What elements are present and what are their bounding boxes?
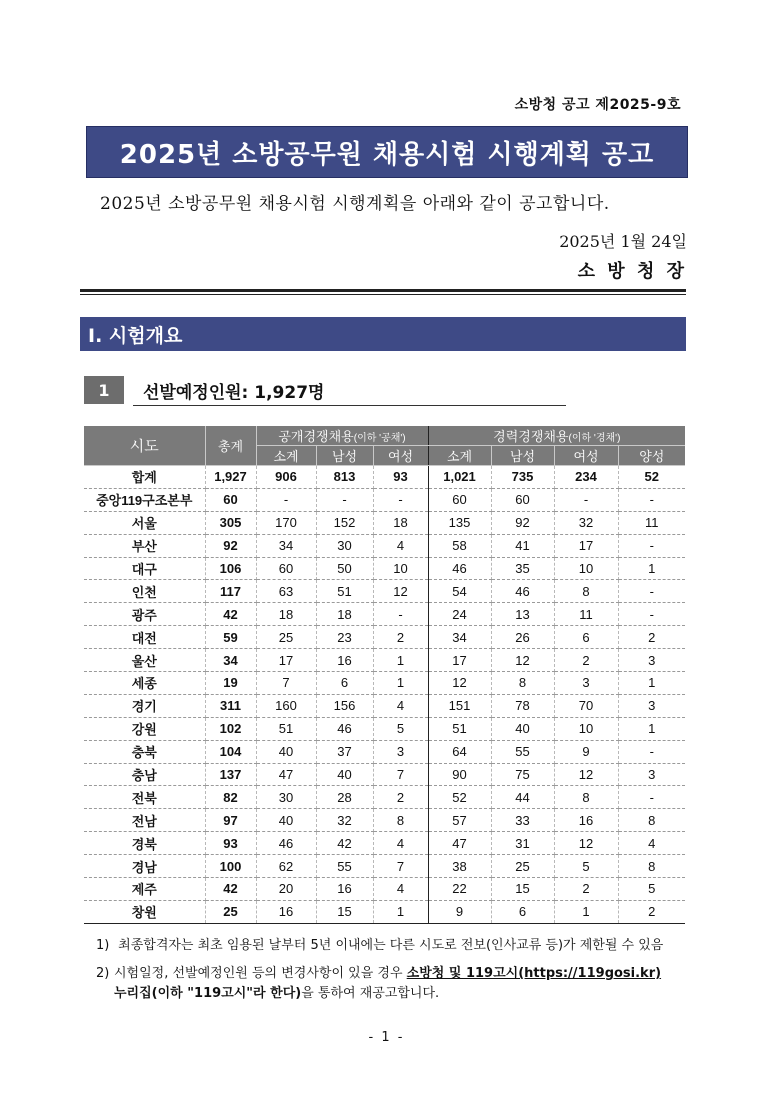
section-heading: Ⅰ. 시험개요 — [80, 317, 686, 351]
total-cell: 92 — [205, 534, 256, 557]
region-cell: 대구 — [84, 557, 205, 580]
count-cell: 51 — [256, 717, 316, 740]
total-cell: 25 — [205, 900, 256, 923]
table-row — [84, 649, 685, 672]
count-cell: 8 — [554, 786, 618, 809]
count-cell: 55 — [316, 855, 373, 878]
region-cell: 창원 — [84, 900, 205, 923]
count-cell: - — [554, 488, 618, 511]
count-cell: - — [618, 534, 685, 557]
note-2 — [96, 964, 706, 1004]
count-cell: 16 — [316, 878, 373, 901]
count-cell: 46 — [428, 557, 491, 580]
count-cell: 23 — [316, 626, 373, 649]
count-cell: 16 — [256, 900, 316, 923]
header-total: 총계 — [205, 426, 256, 466]
subsection-number: 1 — [84, 376, 124, 404]
count-cell: 18 — [316, 603, 373, 626]
header-open-group: 공개경쟁채용(이하 '공채') — [256, 426, 428, 446]
total-cell: 93 — [205, 832, 256, 855]
count-cell: 11 — [618, 511, 685, 534]
count-cell: 64 — [428, 740, 491, 763]
count-cell: 46 — [316, 717, 373, 740]
count-cell: - — [618, 603, 685, 626]
total-cell: 82 — [205, 786, 256, 809]
page-number: - 1 - — [368, 1030, 405, 1045]
count-cell: 54 — [428, 580, 491, 603]
total-cell: 117 — [205, 580, 256, 603]
count-cell: 8 — [554, 580, 618, 603]
region-cell: 울산 — [84, 649, 205, 672]
count-cell: 3 — [618, 763, 685, 786]
count-cell: 31 — [491, 832, 554, 855]
count-cell: 46 — [491, 580, 554, 603]
count-cell: 12 — [373, 580, 428, 603]
count-cell: 3 — [618, 649, 685, 672]
count-cell: 44 — [491, 786, 554, 809]
note-1-number: 1) — [96, 938, 110, 953]
region-cell: 인천 — [84, 580, 205, 603]
count-cell: 40 — [256, 809, 316, 832]
header-sub-2: 여성 — [373, 446, 428, 466]
region-cell: 서울 — [84, 511, 205, 534]
header-sub-6: 양성 — [618, 446, 685, 466]
count-cell: - — [618, 740, 685, 763]
count-cell: 2 — [618, 626, 685, 649]
count-cell: - — [618, 580, 685, 603]
count-cell: 60 — [428, 488, 491, 511]
count-cell: 20 — [256, 878, 316, 901]
count-cell: 50 — [316, 557, 373, 580]
count-cell: 42 — [316, 832, 373, 855]
count-cell: 63 — [256, 580, 316, 603]
total-cell: 102 — [205, 717, 256, 740]
count-cell: - — [373, 603, 428, 626]
total-cell: 1,927 — [205, 466, 256, 489]
count-cell: 2 — [373, 626, 428, 649]
count-cell: 11 — [554, 603, 618, 626]
region-cell: 제주 — [84, 878, 205, 901]
region-cell: 경기 — [84, 694, 205, 717]
count-cell: 9 — [554, 740, 618, 763]
count-cell: 12 — [554, 763, 618, 786]
count-cell: 35 — [491, 557, 554, 580]
total-cell: 59 — [205, 626, 256, 649]
count-cell: 2 — [554, 649, 618, 672]
note-1 — [96, 936, 706, 956]
table-row — [84, 511, 685, 534]
count-cell: 47 — [428, 832, 491, 855]
count-cell: 37 — [316, 740, 373, 763]
region-cell: 광주 — [84, 603, 205, 626]
total-cell: 104 — [205, 740, 256, 763]
count-cell: 1 — [373, 649, 428, 672]
count-cell: 8 — [373, 809, 428, 832]
total-cell: 97 — [205, 809, 256, 832]
count-cell: 3 — [618, 694, 685, 717]
table-row — [84, 694, 685, 717]
count-cell: 90 — [428, 763, 491, 786]
region-cell: 전북 — [84, 786, 205, 809]
count-cell: 151 — [428, 694, 491, 717]
count-cell: 41 — [491, 534, 554, 557]
subsection-title: 선발예정인원: 1,927명 — [133, 376, 566, 406]
count-cell: 60 — [491, 488, 554, 511]
count-cell: 170 — [256, 511, 316, 534]
count-cell: 47 — [256, 763, 316, 786]
count-cell: 32 — [554, 511, 618, 534]
count-cell: 58 — [428, 534, 491, 557]
count-cell: 2 — [618, 900, 685, 923]
table-row — [84, 626, 685, 649]
count-cell: 22 — [428, 878, 491, 901]
notice-number: 소방청 공고 제2025-9호 — [514, 97, 681, 113]
signer: 소 방 청 장 — [577, 261, 687, 282]
count-cell: 57 — [428, 809, 491, 832]
count-cell: 30 — [256, 786, 316, 809]
count-cell: 2 — [373, 786, 428, 809]
region-cell: 중앙119구조본부 — [84, 488, 205, 511]
region-cell: 경남 — [84, 855, 205, 878]
count-cell: 52 — [428, 786, 491, 809]
table-row — [84, 878, 685, 901]
count-cell: 38 — [428, 855, 491, 878]
count-cell: 6 — [554, 626, 618, 649]
count-cell: 4 — [373, 878, 428, 901]
header-sub-0: 소계 — [256, 446, 316, 466]
count-cell: 8 — [618, 855, 685, 878]
table-row — [84, 900, 685, 923]
count-cell: 6 — [491, 900, 554, 923]
count-cell: 16 — [316, 649, 373, 672]
count-cell: 1,021 — [428, 466, 491, 489]
count-cell: 40 — [316, 763, 373, 786]
header-sub-4: 남성 — [491, 446, 554, 466]
count-cell: 55 — [491, 740, 554, 763]
count-cell: - — [618, 786, 685, 809]
region-cell: 세종 — [84, 672, 205, 695]
table-row — [84, 832, 685, 855]
count-cell: 25 — [256, 626, 316, 649]
count-cell: 1 — [618, 717, 685, 740]
total-cell: 137 — [205, 763, 256, 786]
region-cell: 강원 — [84, 717, 205, 740]
count-cell: 51 — [316, 580, 373, 603]
count-cell: 92 — [491, 511, 554, 534]
table-row — [84, 672, 685, 695]
count-cell: 24 — [428, 603, 491, 626]
total-row — [84, 466, 685, 489]
total-cell: 305 — [205, 511, 256, 534]
count-cell: 12 — [428, 672, 491, 695]
notice-date: 2025년 1월 24일 — [559, 232, 687, 251]
total-cell: 311 — [205, 694, 256, 717]
note-2-text-b: 누리집(이하 "119고시"라 한다) — [114, 986, 302, 1001]
count-cell: 1 — [373, 900, 428, 923]
table-row — [84, 763, 685, 786]
count-cell: 1 — [373, 672, 428, 695]
count-cell: 17 — [428, 649, 491, 672]
count-cell: 28 — [316, 786, 373, 809]
count-cell: 906 — [256, 466, 316, 489]
header-region: 시도 — [84, 426, 205, 466]
total-cell: 42 — [205, 603, 256, 626]
count-cell: 1 — [554, 900, 618, 923]
count-cell: 3 — [554, 672, 618, 695]
count-cell: 9 — [428, 900, 491, 923]
count-cell: 30 — [316, 534, 373, 557]
count-cell: 135 — [428, 511, 491, 534]
note-2-text-c: 을 통하여 재공고합니다. — [301, 986, 440, 1001]
total-cell: 42 — [205, 878, 256, 901]
table-row — [84, 580, 685, 603]
count-cell: 10 — [554, 557, 618, 580]
region-cell: 대전 — [84, 626, 205, 649]
region-cell: 경북 — [84, 832, 205, 855]
count-cell: 18 — [256, 603, 316, 626]
count-cell: 26 — [491, 626, 554, 649]
count-cell: 12 — [491, 649, 554, 672]
count-cell: 70 — [554, 694, 618, 717]
count-cell: 17 — [256, 649, 316, 672]
count-cell: 234 — [554, 466, 618, 489]
region-cell: 충북 — [84, 740, 205, 763]
count-cell: 5 — [554, 855, 618, 878]
count-cell: 46 — [256, 832, 316, 855]
region-cell: 전남 — [84, 809, 205, 832]
table-row — [84, 740, 685, 763]
count-cell: 160 — [256, 694, 316, 717]
table-row — [84, 534, 685, 557]
count-cell: 8 — [491, 672, 554, 695]
count-cell: 16 — [554, 809, 618, 832]
count-cell: 10 — [373, 557, 428, 580]
count-cell: 25 — [491, 855, 554, 878]
note-2-text-a: 시험일정, 선발예정인원 등의 변경사항이 있을 경우 — [114, 966, 407, 981]
count-cell: 5 — [373, 717, 428, 740]
count-cell: 18 — [373, 511, 428, 534]
count-cell: 3 — [373, 740, 428, 763]
header-career-group: 경력경쟁채용(이하 '경채') — [428, 426, 685, 446]
count-cell: 93 — [373, 466, 428, 489]
count-cell: 62 — [256, 855, 316, 878]
total-cell: 34 — [205, 649, 256, 672]
count-cell: 12 — [554, 832, 618, 855]
count-cell: 60 — [256, 557, 316, 580]
count-cell: 7 — [373, 763, 428, 786]
count-cell: 52 — [618, 466, 685, 489]
count-cell: 40 — [491, 717, 554, 740]
table-row — [84, 855, 685, 878]
count-cell: 75 — [491, 763, 554, 786]
count-cell: 4 — [373, 832, 428, 855]
count-cell: 34 — [428, 626, 491, 649]
total-cell: 19 — [205, 672, 256, 695]
header-sub-5: 여성 — [554, 446, 618, 466]
note-2-link[interactable]: 소방청 및 119고시(https://119gosi.kr) — [406, 966, 662, 981]
count-cell: 51 — [428, 717, 491, 740]
region-cell: 충남 — [84, 763, 205, 786]
count-cell: 7 — [256, 672, 316, 695]
count-cell: 5 — [618, 878, 685, 901]
intro-text: 2025년 소방공무원 채용시험 시행계획을 아래와 같이 공고합니다. — [100, 194, 610, 214]
count-cell: 1 — [618, 672, 685, 695]
count-cell: 4 — [373, 534, 428, 557]
header-sub-1: 남성 — [316, 446, 373, 466]
table-row — [84, 809, 685, 832]
count-cell: 7 — [373, 855, 428, 878]
count-cell: 34 — [256, 534, 316, 557]
count-cell: 10 — [554, 717, 618, 740]
count-cell: - — [256, 488, 316, 511]
region-cell: 합계 — [84, 466, 205, 489]
table-row — [84, 717, 685, 740]
total-cell: 100 — [205, 855, 256, 878]
header-sub-3: 소계 — [428, 446, 491, 466]
count-cell: - — [618, 488, 685, 511]
count-cell: 13 — [491, 603, 554, 626]
count-cell: 152 — [316, 511, 373, 534]
count-cell: 735 — [491, 466, 554, 489]
recruitment-table — [84, 426, 685, 924]
table-body — [84, 466, 685, 924]
total-cell: 106 — [205, 557, 256, 580]
count-cell: 32 — [316, 809, 373, 832]
count-cell: - — [316, 488, 373, 511]
count-cell: 15 — [316, 900, 373, 923]
total-cell: 60 — [205, 488, 256, 511]
region-cell: 부산 — [84, 534, 205, 557]
note-2-number: 2) — [96, 966, 110, 981]
count-cell: - — [373, 488, 428, 511]
count-cell: 4 — [373, 694, 428, 717]
divider-thick — [80, 289, 686, 292]
divider-thin — [80, 294, 686, 295]
count-cell: 33 — [491, 809, 554, 832]
table-row — [84, 786, 685, 809]
note-1-text: 최종합격자는 최초 임용된 날부터 5년 이내에는 다른 시도로 전보(인사교류 등)가 제한될 수 있음 — [118, 938, 664, 953]
count-cell: 6 — [316, 672, 373, 695]
table-row — [84, 488, 685, 511]
table-row — [84, 557, 685, 580]
count-cell: 1 — [618, 557, 685, 580]
count-cell: 15 — [491, 878, 554, 901]
count-cell: 813 — [316, 466, 373, 489]
count-cell: 156 — [316, 694, 373, 717]
count-cell: 4 — [618, 832, 685, 855]
count-cell: 8 — [618, 809, 685, 832]
document-title: 2025년 소방공무원 채용시험 시행계획 공고 — [86, 126, 688, 178]
count-cell: 78 — [491, 694, 554, 717]
count-cell: 2 — [554, 878, 618, 901]
count-cell: 17 — [554, 534, 618, 557]
table-row — [84, 603, 685, 626]
count-cell: 40 — [256, 740, 316, 763]
